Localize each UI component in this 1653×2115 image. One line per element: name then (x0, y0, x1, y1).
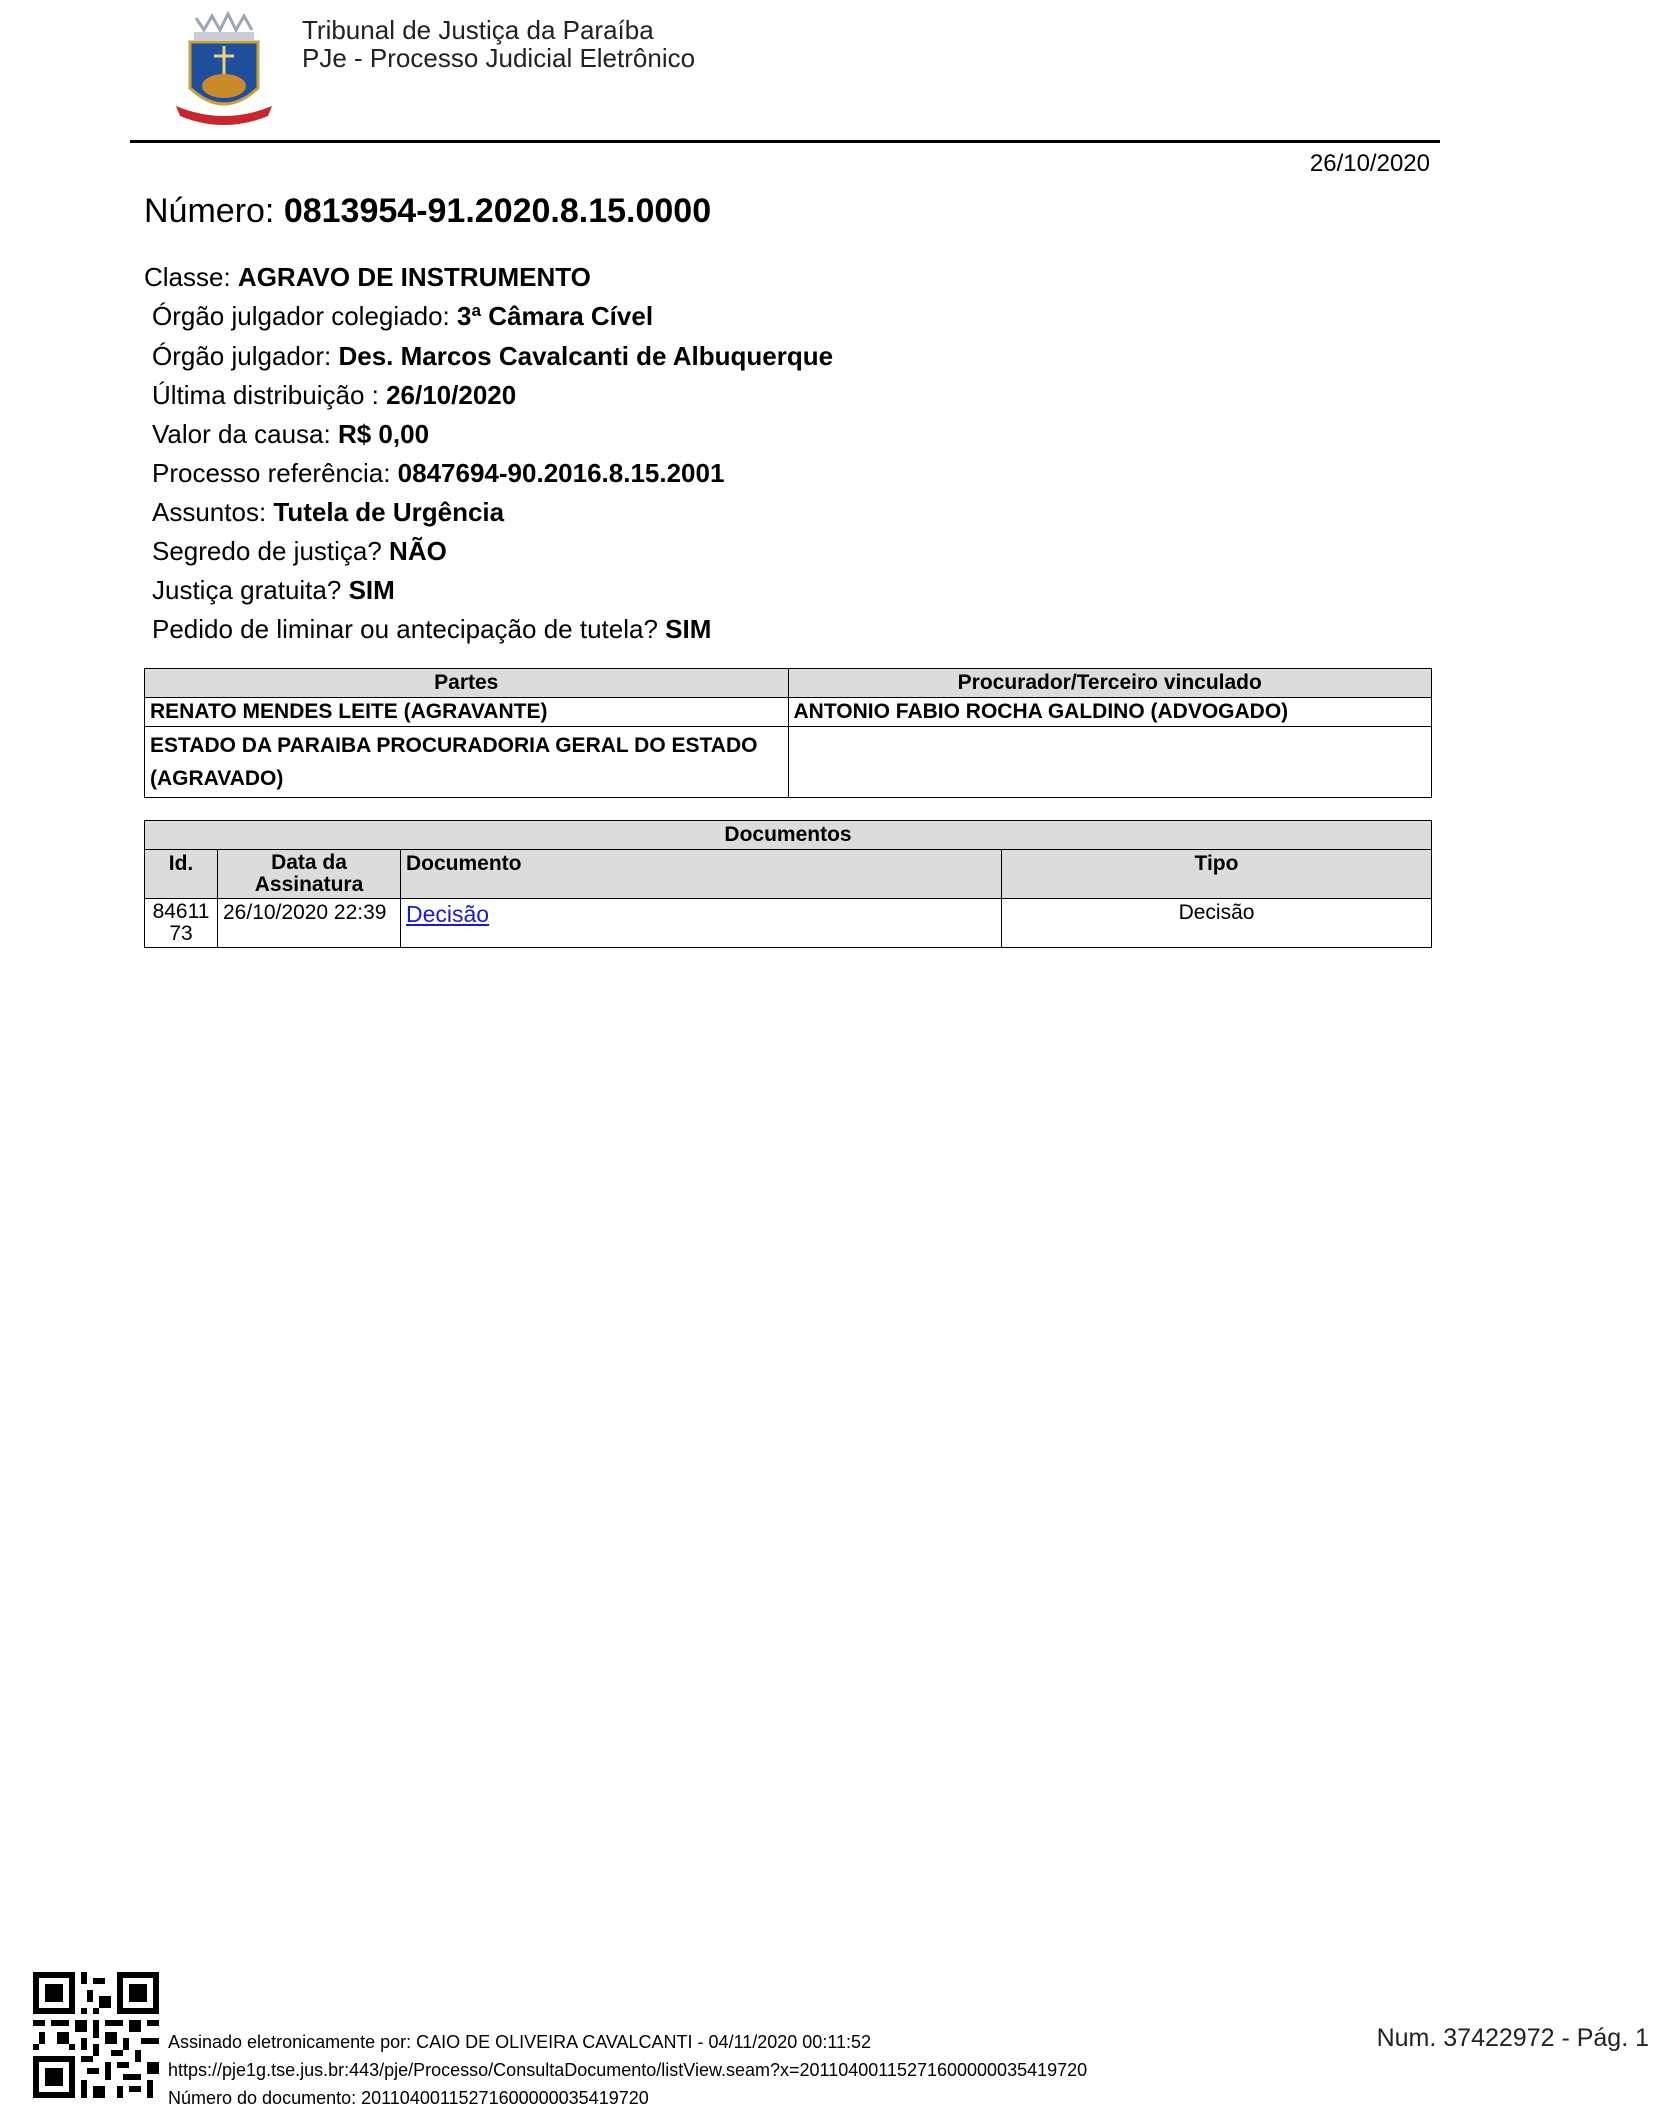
field-label: Justiça gratuita? (152, 575, 349, 605)
field-orgao-colegiado (152, 301, 653, 331)
field-valor-causa (152, 419, 429, 449)
field-pedido-liminar (152, 614, 711, 644)
issue-date: 26/10/2020 (1309, 150, 1430, 177)
documents-header-row (145, 850, 1432, 899)
parties-header-row (145, 669, 1432, 698)
table-row (145, 727, 1432, 798)
parties-table (144, 668, 1432, 798)
field-value: 26/10/2020 (386, 380, 517, 410)
field-label: Assuntos: (152, 497, 274, 527)
document-type: Decisão (1002, 899, 1432, 948)
field-value: AGRAVO DE INSTRUMENTO (237, 262, 591, 292)
court-name: Tribunal de Justiça da Paraíba (302, 15, 654, 45)
field-orgao-julgador (152, 341, 833, 371)
party-attorney: ANTONIO FABIO ROCHA GALDINO (ADVOGADO) (788, 698, 1432, 727)
process-number (144, 192, 711, 231)
qr-code (33, 1972, 159, 2098)
process-number-value: 0813954-91.2020.8.15.0000 (283, 192, 712, 230)
field-value: 3ª Câmara Cível (456, 301, 654, 331)
court-coat-of-arms-logo (176, 8, 272, 132)
document-link[interactable]: Decisão (406, 901, 490, 927)
column-header-procurador: Procurador/Terceiro vinculado (788, 669, 1432, 698)
system-name: PJe - Processo Judicial Eletrônico (302, 43, 696, 73)
process-number-label: Número: (144, 192, 275, 230)
party-name: RENATO MENDES LEITE (AGRAVANTE) (145, 698, 789, 727)
field-assuntos (152, 497, 504, 527)
page-number: Num. 37422972 - Pág. 1 (1376, 2024, 1649, 2052)
document-id: 8461173 (145, 899, 218, 948)
table-row (145, 698, 1432, 727)
field-segredo-justica (152, 536, 447, 566)
field-value: Tutela de Urgência (273, 497, 505, 527)
documents-title-row (145, 821, 1432, 850)
field-value: R$ 0,00 (337, 419, 430, 449)
party-name: ESTADO DA PARAIBA PROCURADORIA GERAL DO ESTADO (AGRAVADO) (145, 727, 789, 798)
documents-table (144, 820, 1432, 948)
column-header-id: Id. (145, 850, 218, 899)
field-label: Pedido de liminar ou antecipação de tutela? (152, 614, 666, 644)
field-label: Última distribuição : (152, 380, 387, 410)
document-signature-date: 26/10/2020 22:39 (218, 899, 401, 948)
field-label: Valor da causa: (152, 419, 338, 449)
table-row (145, 899, 1432, 948)
field-ultima-distribuicao (152, 380, 516, 410)
column-header-tipo: Tipo (1002, 850, 1432, 899)
documents-title: Documentos (145, 821, 1432, 850)
field-value: SIM (665, 614, 712, 644)
field-label: Segredo de justiça? (152, 536, 390, 566)
column-header-partes: Partes (145, 669, 789, 698)
field-value: 0847694-90.2016.8.15.2001 (397, 458, 725, 488)
column-header-data: Data da Assinatura (218, 850, 401, 899)
field-label: Órgão julgador colegiado: (152, 301, 457, 331)
field-value: NÃO (389, 536, 447, 566)
field-label: Órgão julgador: (152, 341, 339, 371)
document-url[interactable]: https://pje1g.tse.jus.br:443/pje/Processo/ConsultaDocumento/listView.seam?x=20110400115271600000035419720 (168, 2060, 1088, 2080)
field-value: Des. Marcos Cavalcanti de Albuquerque (338, 341, 834, 371)
field-value: SIM (348, 575, 395, 605)
field-processo-referencia (152, 458, 724, 488)
column-header-documento: Documento (401, 850, 1002, 899)
document-number: Número do documento: 20110400115271600000035419720 (168, 2088, 649, 2108)
field-classe (144, 262, 591, 292)
party-attorney (788, 727, 1432, 798)
document-cell (401, 899, 1002, 948)
header-divider (130, 140, 1440, 143)
field-justica-gratuita (152, 575, 395, 605)
field-label: Classe: (144, 262, 238, 292)
signature-line: Assinado eletronicamente por: CAIO DE OLIVEIRA CAVALCANTI - 04/11/2020 00:11:52 (168, 2032, 872, 2052)
field-label: Processo referência: (152, 458, 398, 488)
